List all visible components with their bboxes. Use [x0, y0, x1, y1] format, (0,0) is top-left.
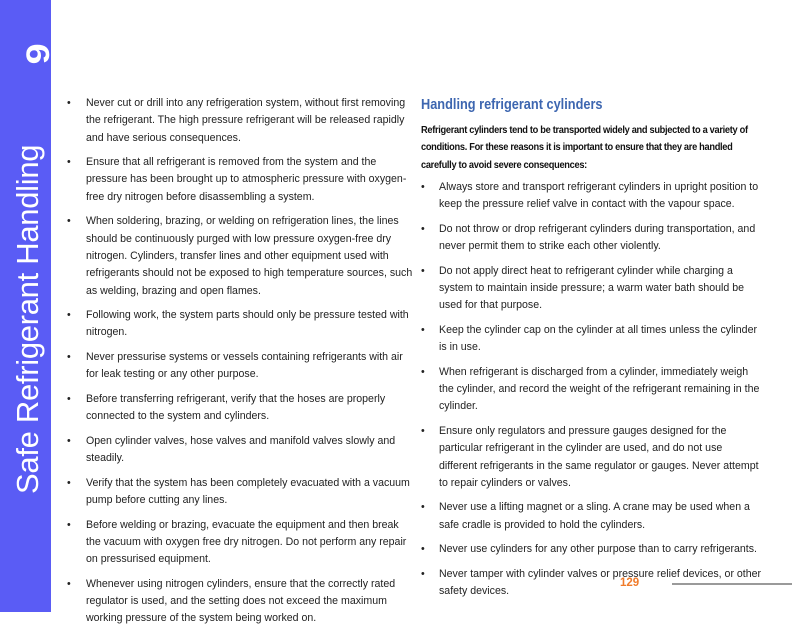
list-item: [418, 423, 763, 492]
bullet-icon: •: [67, 476, 71, 489]
list-item-text: Following work, the system parts should only be pressure tested with nitrogen.: [86, 309, 409, 339]
list-item-text: Never use cylinders for any other purpose than to carry refrigerants.: [439, 543, 757, 556]
list-item-text: Never cut or drill into any refrigeration system, without first removing the refrigerant. The high pressure refrigerant will be released rapidly and have serious consequences.: [86, 97, 406, 144]
list-item-text: Before welding or brazing, evacuate the equipment and then break the vacuum with oxygen free dry nitrogen. Do not perform any repair on pressurised equipment.: [86, 518, 407, 566]
bullet-icon: •: [67, 309, 71, 322]
list-item-text: Keep the cylinder cap on the cylinder at all times unless the cylinder is in use.: [439, 323, 757, 354]
list-item: [63, 517, 413, 569]
bullet-icon: •: [421, 264, 425, 277]
list-item-text: When refrigerant is discharged from a cylinder, immediately weigh the cylinder, and record the weight of the refrigerant remaining in the cylinder.: [439, 365, 760, 413]
cylinder-handling-list: [418, 179, 763, 601]
list-item: [63, 95, 413, 147]
chapter-title: Safe Refrigerant Handling: [10, 144, 45, 494]
list-item-text: Verify that the system has been completely evacuated with a vacuum pump before cutting any lines.: [86, 476, 410, 507]
bullet-icon: •: [421, 567, 425, 580]
list-item: [63, 433, 413, 468]
bullet-icon: •: [67, 518, 71, 531]
safety-list: [63, 95, 413, 628]
bullet-icon: •: [67, 351, 71, 364]
bullet-icon: •: [421, 424, 425, 437]
list-item-text: Open cylinder valves, hose valves and manifold valves slowly and steadily.: [86, 434, 396, 465]
list-item: [63, 307, 413, 342]
left-column: [63, 95, 413, 635]
list-item-text: Never pressurise systems or vessels containing refrigerants with air for leak testing or any other purpose.: [86, 351, 403, 381]
bullet-icon: •: [421, 365, 425, 378]
list-item: [418, 541, 763, 558]
chapter-sidebar: [0, 0, 55, 612]
list-item: [418, 499, 763, 534]
list-item-text: Ensure that all refrigerant is removed from the system and the pressure has been brought up to atmospheric pressure with oxygen-free dry nitrogen before disassembling a system.: [86, 156, 407, 203]
list-item-text: Do not apply direct heat to refrigerant cylinder while charging a system to maintain inside pressure; a warm water bath should be used for that purpose.: [439, 264, 745, 312]
list-item: [418, 364, 763, 416]
list-item-text: Before transferring refrigerant, verify that the hoses are properly connected to the system and cylinders.: [86, 392, 386, 423]
right-column: [418, 95, 763, 608]
list-item-text: Never tamper with cylinder valves or pressure relief devices, or other safety devices.: [439, 567, 762, 598]
bullet-icon: •: [67, 156, 71, 169]
chapter-number: 6: [18, 43, 55, 65]
list-item: [418, 322, 763, 357]
section-intro: Refrigerant cylinders tend to be transported widely and subjected to a variety of conditions. For these reasons it is important to ensure that they are handled carefully to avoid severe consequences:: [421, 125, 748, 171]
list-item: [418, 263, 763, 315]
bullet-icon: •: [67, 392, 71, 405]
list-item-text: Whenever using nitrogen cylinders, ensure that the correctly rated regulator is used, and the setting does not exceed the maximum working pressure of the system being worked on.: [86, 577, 396, 625]
list-item: [418, 221, 763, 256]
list-item: [63, 576, 413, 628]
list-item: [63, 213, 413, 299]
bullet-icon: •: [421, 501, 425, 514]
bullet-icon: •: [67, 97, 71, 109]
list-item-text: Do not throw or drop refrigerant cylinders during transportation, and never permit them to strike each other violently.: [439, 222, 756, 253]
footer-divider: [672, 583, 792, 585]
page-number: 129: [620, 577, 640, 589]
bullet-icon: •: [67, 434, 71, 447]
list-item: [63, 154, 413, 206]
bullet-icon: •: [67, 215, 71, 228]
bullet-icon: •: [421, 543, 425, 556]
list-item-text: When soldering, brazing, or welding on refrigeration lines, the lines should be continuously purged with low pressure oxygen-free dry nitrogen. Cylinders, transfer lines and other equipment used with refrigerants should not be exposed to high temperature sources, such as welding, brazing and open flames.: [86, 215, 413, 297]
list-item: [418, 179, 763, 214]
list-item-text: Ensure only regulators and pressure gauges designed for the particular refrigerant in the cylinder are used, and do not use different refrigerants in the same regulator or gauges. Never attempt to repair cylinders or valves.: [439, 424, 759, 489]
list-item: [63, 349, 413, 384]
bullet-icon: •: [67, 577, 71, 590]
list-item-text: Never use a lifting magnet or a sling. A crane may be used when a safe cradle is provided to hold the cylinders.: [439, 501, 750, 531]
list-item-text: Always store and transport refrigerant cylinders in upright position to keep the pressure relief valve in contact with the vapour space.: [439, 180, 759, 211]
bullet-icon: •: [421, 180, 425, 193]
section-heading: Handling refrigerant cylinders: [421, 97, 603, 113]
bullet-icon: •: [421, 323, 425, 336]
bullet-icon: •: [421, 222, 425, 235]
list-item: [63, 391, 413, 426]
page-footer: [620, 575, 792, 591]
list-item: [63, 475, 413, 510]
